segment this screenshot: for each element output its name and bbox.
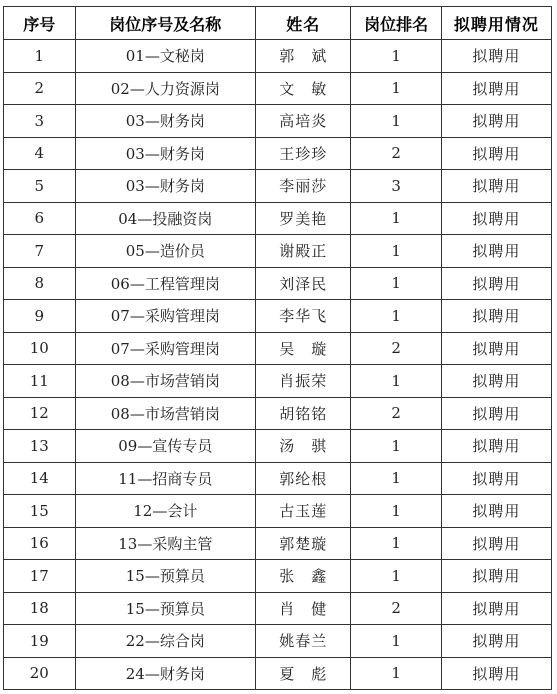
position-rank: 1 (351, 202, 441, 235)
table-row (4, 72, 552, 105)
table-row (4, 495, 552, 528)
table-row (4, 527, 552, 560)
row-number: 8 (4, 267, 76, 300)
position-name: 03—财务岗 (75, 105, 256, 138)
person-name: 张 鑫 (256, 560, 351, 593)
row-number: 18 (4, 592, 76, 625)
position-name: 12—会计 (75, 495, 256, 528)
hiring-status: 拟聘用 (441, 170, 551, 203)
row-number: 17 (4, 560, 76, 593)
position-rank: 1 (351, 105, 441, 138)
hiring-status: 拟聘用 (441, 462, 551, 495)
row-number: 3 (4, 105, 76, 138)
header-row (4, 7, 552, 40)
table-row (4, 300, 552, 333)
table-row (4, 365, 552, 398)
person-name: 李丽莎 (256, 170, 351, 203)
hiring-status: 拟聘用 (441, 527, 551, 560)
hiring-status: 拟聘用 (441, 105, 551, 138)
hiring-status: 拟聘用 (441, 657, 551, 690)
table-body (4, 40, 552, 690)
row-number: 9 (4, 300, 76, 333)
position-name: 01—文秘岗 (75, 40, 256, 73)
position-rank: 1 (351, 462, 441, 495)
position-name: 03—财务岗 (75, 137, 256, 170)
position-rank: 3 (351, 170, 441, 203)
table-row (4, 462, 552, 495)
person-name: 李华飞 (256, 300, 351, 333)
position-rank: 1 (351, 365, 441, 398)
table-row (4, 397, 552, 430)
table-row (4, 430, 552, 463)
person-name: 王珍珍 (256, 137, 351, 170)
row-number: 7 (4, 235, 76, 268)
table-row (4, 267, 552, 300)
row-number: 20 (4, 657, 76, 690)
row-number: 19 (4, 625, 76, 658)
position-rank: 1 (351, 40, 441, 73)
hiring-status: 拟聘用 (441, 202, 551, 235)
position-name: 15—预算员 (75, 592, 256, 625)
row-number: 14 (4, 462, 76, 495)
position-name: 08—市场营销岗 (75, 365, 256, 398)
person-name: 郭纶根 (256, 462, 351, 495)
position-name: 09—宣传专员 (75, 430, 256, 463)
hiring-status: 拟聘用 (441, 137, 551, 170)
hiring-status: 拟聘用 (441, 332, 551, 365)
row-number: 16 (4, 527, 76, 560)
table-row (4, 560, 552, 593)
position-rank: 1 (351, 625, 441, 658)
row-number: 10 (4, 332, 76, 365)
hiring-status: 拟聘用 (441, 72, 551, 105)
position-name: 24—财务岗 (75, 657, 256, 690)
person-name: 肖振荣 (256, 365, 351, 398)
position-rank: 1 (351, 235, 441, 268)
position-name: 04—投融资岗 (75, 202, 256, 235)
hiring-status: 拟聘用 (441, 560, 551, 593)
position-name: 13—采购主管 (75, 527, 256, 560)
table-row (4, 625, 552, 658)
person-name: 郭 斌 (256, 40, 351, 73)
table-row (4, 170, 552, 203)
person-name: 郭楚璇 (256, 527, 351, 560)
row-number: 1 (4, 40, 76, 73)
hiring-status: 拟聘用 (441, 365, 551, 398)
position-name: 11—招商专员 (75, 462, 256, 495)
position-name: 07—采购管理岗 (75, 300, 256, 333)
header-rank: 岗位排名 (351, 7, 441, 40)
table-row (4, 202, 552, 235)
position-name: 08—市场营销岗 (75, 397, 256, 430)
person-name: 文 敏 (256, 72, 351, 105)
hiring-table (3, 6, 552, 690)
row-number: 2 (4, 72, 76, 105)
position-name: 22—综合岗 (75, 625, 256, 658)
row-number: 13 (4, 430, 76, 463)
position-name: 05—造价员 (75, 235, 256, 268)
row-number: 5 (4, 170, 76, 203)
person-name: 肖 健 (256, 592, 351, 625)
table-row (4, 40, 552, 73)
person-name: 高培炎 (256, 105, 351, 138)
position-rank: 1 (351, 430, 441, 463)
person-name: 刘泽民 (256, 267, 351, 300)
person-name: 夏 彪 (256, 657, 351, 690)
table-row (4, 332, 552, 365)
position-name: 15—预算员 (75, 560, 256, 593)
person-name: 汤 骐 (256, 430, 351, 463)
hiring-status: 拟聘用 (441, 495, 551, 528)
row-number: 6 (4, 202, 76, 235)
header-name: 姓名 (256, 7, 351, 40)
header-status: 拟聘用情况 (441, 7, 551, 40)
position-name: 02—人力资源岗 (75, 72, 256, 105)
position-rank: 1 (351, 495, 441, 528)
person-name: 谢殿正 (256, 235, 351, 268)
hiring-status: 拟聘用 (441, 625, 551, 658)
table-row (4, 137, 552, 170)
position-rank: 1 (351, 267, 441, 300)
hiring-status: 拟聘用 (441, 267, 551, 300)
hiring-status: 拟聘用 (441, 430, 551, 463)
position-name: 06—工程管理岗 (75, 267, 256, 300)
person-name: 罗美艳 (256, 202, 351, 235)
table-row (4, 105, 552, 138)
hiring-status: 拟聘用 (441, 397, 551, 430)
row-number: 15 (4, 495, 76, 528)
person-name: 吴 璇 (256, 332, 351, 365)
position-rank: 2 (351, 332, 441, 365)
table-row (4, 592, 552, 625)
hiring-status: 拟聘用 (441, 40, 551, 73)
position-rank: 2 (351, 137, 441, 170)
person-name: 姚春兰 (256, 625, 351, 658)
position-rank: 1 (351, 72, 441, 105)
row-number: 12 (4, 397, 76, 430)
hiring-status: 拟聘用 (441, 592, 551, 625)
position-rank: 1 (351, 300, 441, 333)
header-position: 岗位序号及名称 (75, 7, 256, 40)
hiring-status: 拟聘用 (441, 235, 551, 268)
header-no: 序号 (4, 7, 76, 40)
position-rank: 1 (351, 657, 441, 690)
hiring-status: 拟聘用 (441, 300, 551, 333)
position-rank: 2 (351, 592, 441, 625)
position-name: 07—采购管理岗 (75, 332, 256, 365)
table-row (4, 657, 552, 690)
person-name: 古玉莲 (256, 495, 351, 528)
position-name: 03—财务岗 (75, 170, 256, 203)
position-rank: 2 (351, 397, 441, 430)
row-number: 11 (4, 365, 76, 398)
position-rank: 1 (351, 527, 441, 560)
table-row (4, 235, 552, 268)
position-rank: 1 (351, 560, 441, 593)
person-name: 胡铭铭 (256, 397, 351, 430)
row-number: 4 (4, 137, 76, 170)
